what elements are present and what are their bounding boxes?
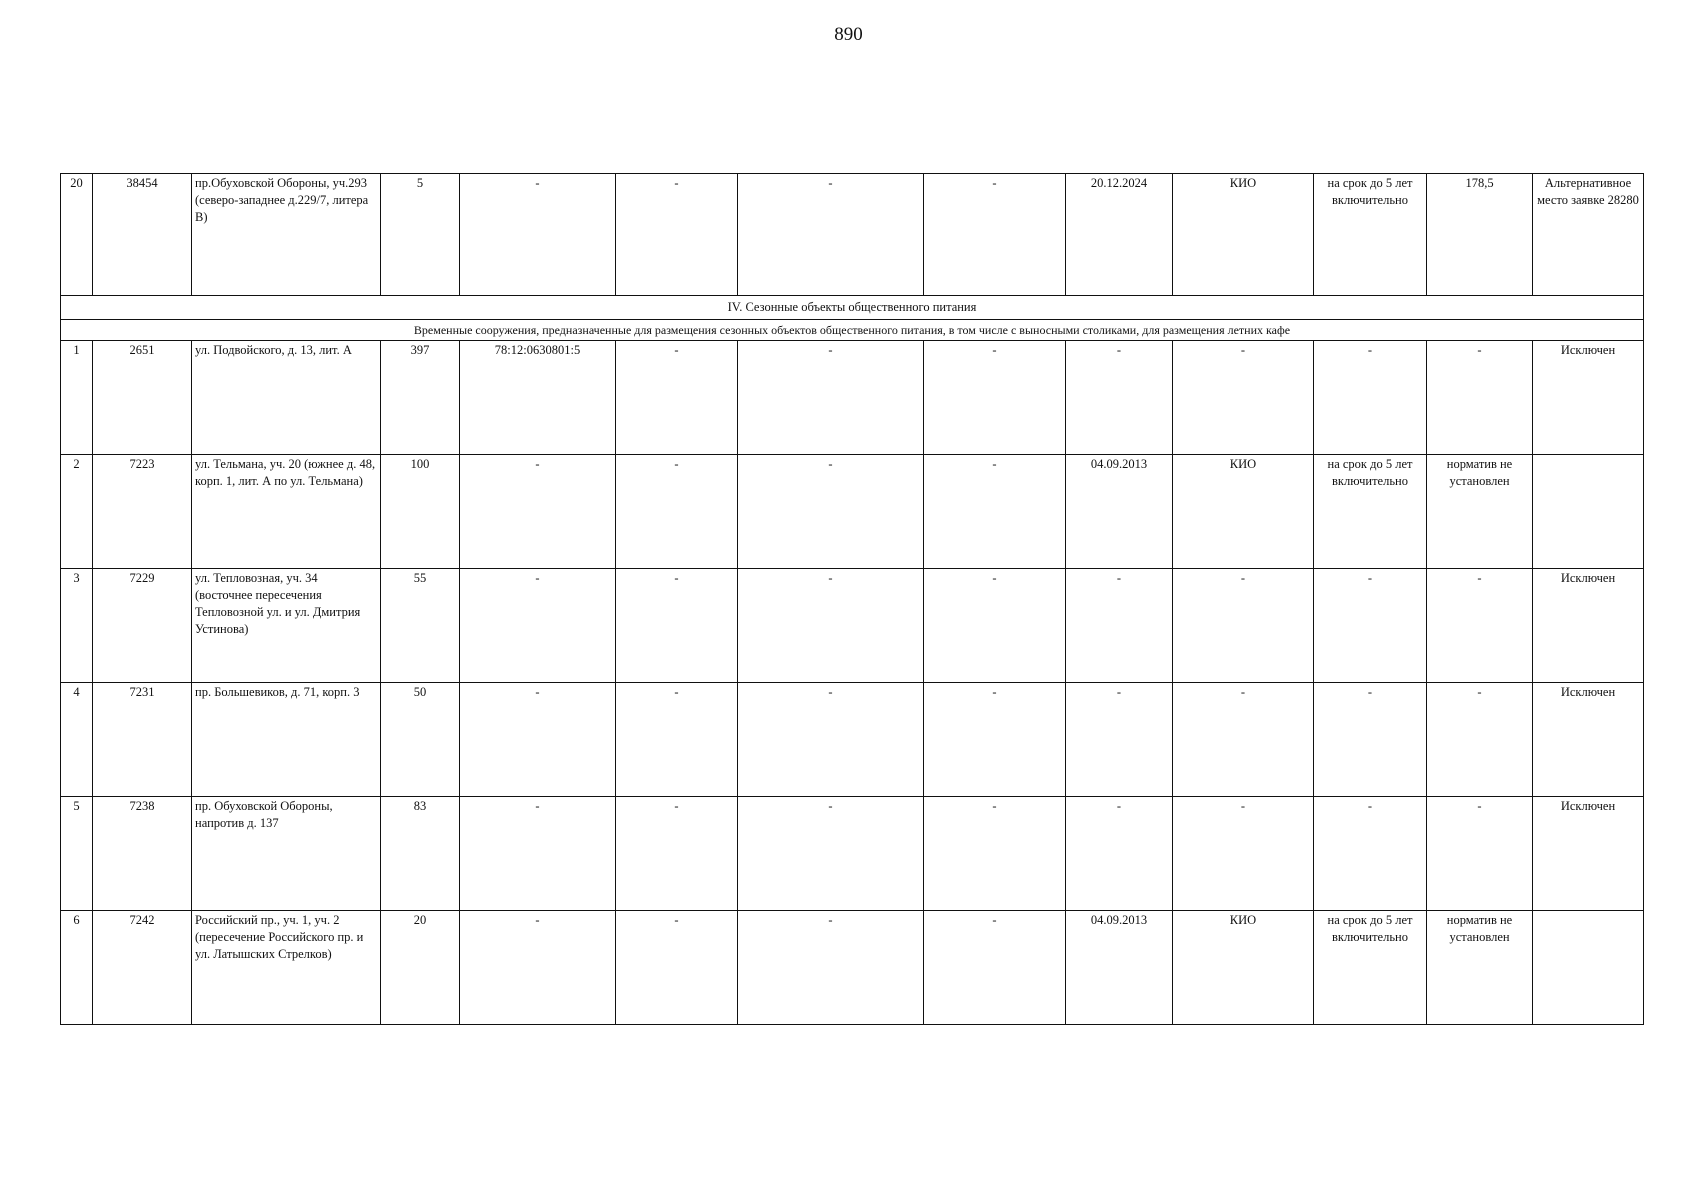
row-number-cell: 4: [61, 683, 93, 797]
area-cell: 100: [381, 455, 460, 569]
note-cell: [1533, 455, 1644, 569]
price-cell: -: [1427, 341, 1533, 455]
note-cell: Исключен: [1533, 797, 1644, 911]
note-cell: Альтернативное место заявке 28280: [1533, 174, 1644, 296]
organization-cell: -: [1173, 569, 1314, 683]
date-cell: 04.09.2013: [1066, 911, 1173, 1025]
organization-cell: КИО: [1173, 911, 1314, 1025]
organization-cell: КИО: [1173, 174, 1314, 296]
column-8-cell: -: [924, 911, 1066, 1025]
address-cell: пр. Обуховской Обороны, напротив д. 137: [192, 797, 381, 911]
column-6-cell: -: [616, 341, 738, 455]
note-cell: Исключен: [1533, 683, 1644, 797]
note-cell: Исключен: [1533, 569, 1644, 683]
column-7-cell: -: [738, 174, 924, 296]
date-cell: 04.09.2013: [1066, 455, 1173, 569]
object-id-cell: 7223: [93, 455, 192, 569]
column-7-cell: -: [738, 569, 924, 683]
organization-cell: -: [1173, 797, 1314, 911]
term-cell: на срок до 5 лет включительно: [1314, 455, 1427, 569]
table-row: [61, 341, 1644, 455]
term-cell: -: [1314, 683, 1427, 797]
date-cell: -: [1066, 569, 1173, 683]
row-number-cell: 1: [61, 341, 93, 455]
column-7-cell: -: [738, 683, 924, 797]
object-id-cell: 7231: [93, 683, 192, 797]
column-6-cell: -: [616, 455, 738, 569]
column-7-cell: -: [738, 455, 924, 569]
subsection-title: Временные сооружения, предназначенные для размещения сезонных объектов общественного питания, в том числе с выносными столиками, для размещения летних кафе: [61, 320, 1644, 341]
area-cell: 83: [381, 797, 460, 911]
column-8-cell: -: [924, 797, 1066, 911]
price-cell: норматив не установлен: [1427, 455, 1533, 569]
column-8-cell: -: [924, 174, 1066, 296]
organization-cell: КИО: [1173, 455, 1314, 569]
column-8-cell: -: [924, 683, 1066, 797]
object-id-cell: 2651: [93, 341, 192, 455]
table-row: [61, 683, 1644, 797]
cadastral-number-cell: -: [460, 911, 616, 1025]
address-cell: ул. Подвойского, д. 13, лит. А: [192, 341, 381, 455]
column-8-cell: -: [924, 341, 1066, 455]
column-7-cell: -: [738, 911, 924, 1025]
term-cell: на срок до 5 лет включительно: [1314, 911, 1427, 1025]
area-cell: 397: [381, 341, 460, 455]
column-8-cell: -: [924, 455, 1066, 569]
table-row: [61, 569, 1644, 683]
area-cell: 50: [381, 683, 460, 797]
row-number-cell: 3: [61, 569, 93, 683]
column-7-cell: -: [738, 341, 924, 455]
column-6-cell: -: [616, 683, 738, 797]
table-row: [61, 455, 1644, 569]
object-id-cell: 7238: [93, 797, 192, 911]
row-number-cell: 5: [61, 797, 93, 911]
area-cell: 55: [381, 569, 460, 683]
cadastral-number-cell: -: [460, 174, 616, 296]
date-cell: -: [1066, 683, 1173, 797]
cadastral-number-cell: -: [460, 797, 616, 911]
object-id-cell: 7242: [93, 911, 192, 1025]
row-number-cell: 2: [61, 455, 93, 569]
date-cell: 20.12.2024: [1066, 174, 1173, 296]
term-cell: -: [1314, 341, 1427, 455]
price-cell: 178,5: [1427, 174, 1533, 296]
table-row: [61, 911, 1644, 1025]
column-6-cell: -: [616, 797, 738, 911]
organization-cell: -: [1173, 341, 1314, 455]
column-6-cell: -: [616, 569, 738, 683]
column-6-cell: -: [616, 174, 738, 296]
cadastral-number-cell: -: [460, 455, 616, 569]
term-cell: -: [1314, 569, 1427, 683]
registry-table: [60, 173, 1644, 1025]
cadastral-number-cell: 78:12:0630801:5: [460, 341, 616, 455]
price-cell: -: [1427, 569, 1533, 683]
column-8-cell: -: [924, 569, 1066, 683]
area-cell: 20: [381, 911, 460, 1025]
row-number-cell: 20: [61, 174, 93, 296]
column-7-cell: -: [738, 797, 924, 911]
note-cell: Исключен: [1533, 341, 1644, 455]
term-cell: -: [1314, 797, 1427, 911]
column-6-cell: -: [616, 911, 738, 1025]
address-cell: ул. Тепловозная, уч. 34 (восточнее пересечения Тепловозной ул. и ул. Дмитрия Устинова): [192, 569, 381, 683]
page-number: 890: [834, 24, 863, 45]
table-row: [61, 174, 1644, 296]
date-cell: -: [1066, 341, 1173, 455]
price-cell: норматив не установлен: [1427, 911, 1533, 1025]
object-id-cell: 38454: [93, 174, 192, 296]
address-cell: Российский пр., уч. 1, уч. 2 (пересечение Российского пр. и ул. Латышских Стрелков): [192, 911, 381, 1025]
row-number-cell: 6: [61, 911, 93, 1025]
note-cell: [1533, 911, 1644, 1025]
price-cell: -: [1427, 797, 1533, 911]
address-cell: пр.Обуховской Обороны, уч.293 (северо-западнее д.229/7, литера В): [192, 174, 381, 296]
table-row: [61, 797, 1644, 911]
date-cell: -: [1066, 797, 1173, 911]
price-cell: -: [1427, 683, 1533, 797]
address-cell: ул. Тельмана, уч. 20 (южнее д. 48, корп. 1, лит. А по ул. Тельмана): [192, 455, 381, 569]
organization-cell: -: [1173, 683, 1314, 797]
term-cell: на срок до 5 лет включительно: [1314, 174, 1427, 296]
cadastral-number-cell: -: [460, 683, 616, 797]
section-title: IV. Сезонные объекты общественного питания: [61, 296, 1644, 320]
object-id-cell: 7229: [93, 569, 192, 683]
cadastral-number-cell: -: [460, 569, 616, 683]
area-cell: 5: [381, 174, 460, 296]
address-cell: пр. Большевиков, д. 71, корп. 3: [192, 683, 381, 797]
